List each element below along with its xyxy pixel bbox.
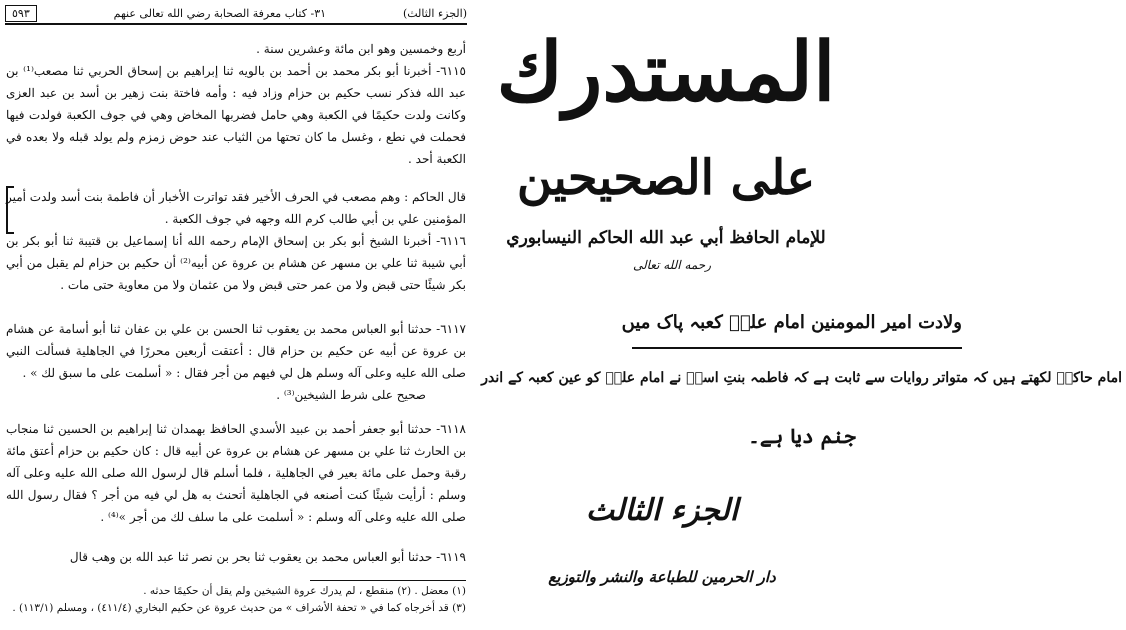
- book-title: المستدرك: [496, 25, 836, 120]
- footnote-1-2: (١) معضل . (٢) منقطع ، لم يدرك عروة الشيخين ولم يقل أن حكيمًا حدثه .: [143, 585, 466, 597]
- urdu-body-line-2: جنم دیا ہے۔: [748, 424, 856, 448]
- urdu-heading: ولادت امیر المومنین امام علیؑ کعبہ پاک میں: [621, 312, 962, 333]
- right-page: [472, 0, 1126, 630]
- header-part: (الجزء الثالث): [402, 7, 467, 20]
- hadith-6119: ٦١١٩- حدثنا أبو العباس محمد بن يعقوب ثنا بحر بن نصر ثنا عبد الله بن وهب قال: [69, 550, 466, 564]
- hadith-6115: ٦١١٥- أخبرنا أبو بكر محمد بن أحمد بن بالويه ثنا إبراهيم بن إسحاق الحربي ثنا مصعب⁽¹⁾ بن عبد الله فذكر نسب حكيم بن حزام وزاد فيه : وأمه فاختة بنت زهير بن أسد بن عبد العزى وكانت ولدت حكيمًا في الكعبة وهي حامل فضربها المخاض وهي في جوف الكعبة فولدت فيها فحملت في نطع ، وغسل ما كان تحتها من الثياب عند حوض زمزم ولم يولد قبله ولا بعده في الكعبة أحد .: [6, 64, 466, 166]
- author-name: للإمام الحافظ أبي عبد الله الحاكم النيسابوري: [506, 228, 826, 248]
- hadith-6116: ٦١١٦- أخبرنا الشيخ أبو بكر بن إسحاق الإمام رحمه الله أنا إسماعيل بن قتيبة ثنا أبو بكر بن أبي شيبة ثنا علي بن مسهر عن هشام بن عروة عن أبيه⁽²⁾ أن حكيم بن حزام لم يقبل من أبي بكر شيئًا حتى قبض ولا من عمر حتى قبض ولا من عثمان ولا من معاوية حتى مات .: [6, 234, 466, 292]
- page-number: ٥٩٣: [5, 5, 37, 22]
- author-dua: رحمه الله تعالى: [632, 258, 712, 272]
- heading-underline: [632, 347, 962, 349]
- page-header: [5, 4, 467, 25]
- left-page: [0, 0, 472, 630]
- footnote-divider: [310, 580, 466, 581]
- footnote-3: (٣) قد أخرجاه كما في « تحفة الأشراف » من حديث عروة عن حكيم البخاري (٤١١/٤) ، ومسلم (١١٣/١) .: [12, 602, 466, 614]
- hakim-comment: قال الحاكم : وهم مصعب في الحرف الأخير فقد تواترت الأخبار أن فاطمة بنت أسد ولدت أمير المؤمنين علي بن أبي طالب كرم الله وجهه في جوف الكعبة .: [5, 190, 466, 226]
- hadith-6117: ٦١١٧- حدثنا أبو العباس محمد بن يعقوب ثنا الحسن بن علي بن عفان ثنا أبو أسامة عن هشام بن عروة عن أبيه عن حكيم بن حزام قال : أعتقت أربعين محررًا في الجاهلية فسألت النبي صلى الله عليه وعلى آله وسلم هل لي فيهم من أجر فقال : « أسلمت على ما سبق لك » .: [6, 322, 466, 380]
- highlight-bracket: [6, 186, 14, 234]
- paragraph-intro: أربع وخمسين وهو ابن مائة وعشرين سنة .: [256, 42, 466, 56]
- book-subtitle: على الصحيحين: [516, 150, 816, 206]
- publisher-name: دار الحرمين للطباعة والنشر والتوزيع: [548, 568, 776, 586]
- grading-note: صحيح على شرط الشيخين⁽³⁾ .: [276, 388, 426, 402]
- volume-label: الجزء الثالث: [585, 493, 739, 528]
- hadith-6118: ٦١١٨- حدثنا أبو جعفر أحمد بن عبيد الأسدي الحافظ بهمدان ثنا إبراهيم بن الحسين ثنا منجاب بن الحارث ثنا علي بن مسهر عن هشام بن عروة عن أبيه قال : كان حكيم بن حزام أعتق مائة رقبة وحمل على مائة بعير في الجاهلية ، فلما أسلم قال لرسول الله صلى الله عليه وعلى آله وسلم : أرأيت شيئًا كنت أصنعه في الجاهلية أتحنث به هل لي فيه من أجر ؟ فقال رسول الله صلى الله عليه وعلى آله وسلم : « أسلمت على ما سلف لك من أجر »⁽⁴⁾ .: [6, 422, 466, 524]
- header-book-title: ٣١- كتاب معرفة الصحابة رضي الله تعالى عنهم: [113, 7, 327, 20]
- urdu-body-line-1: امام حاکمؒ لکھتے ہیں کہ متواتر روایات سے ثابت ہے کہ فاطمہ بنتِ اسدؑ نے امام علیؑ کو عین کعبہ کے اندر: [481, 370, 1122, 386]
